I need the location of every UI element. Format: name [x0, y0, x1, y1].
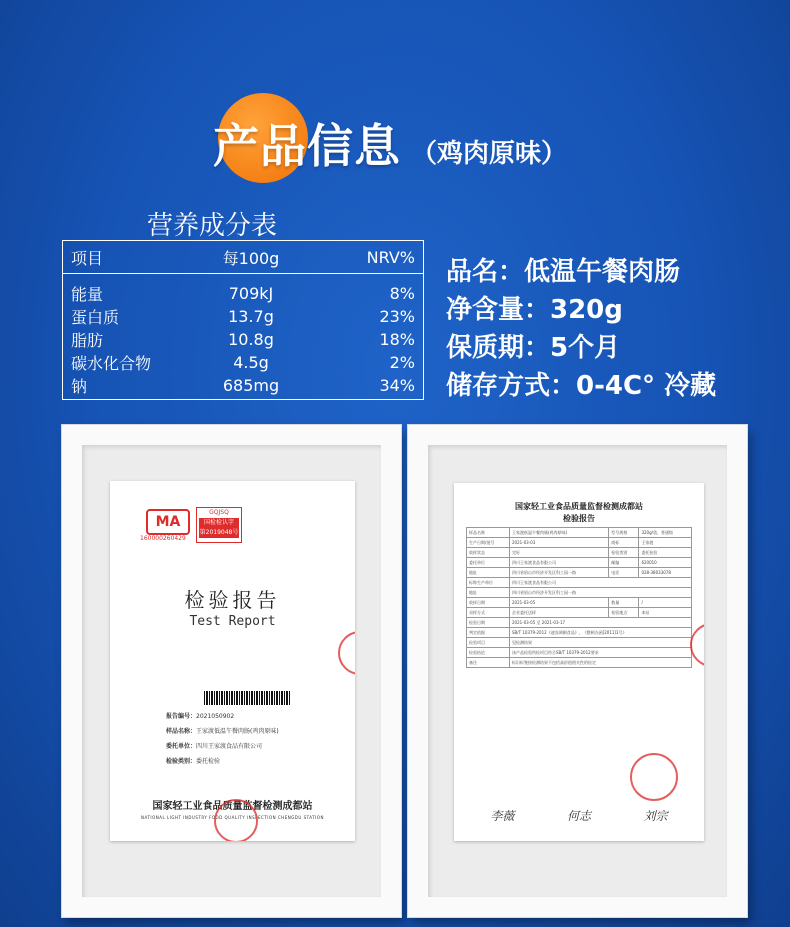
signature: 李薇	[490, 809, 515, 823]
barcode	[204, 691, 290, 705]
nutrient-value: 10.8g	[228, 330, 274, 349]
results-title: 国家轻工业食品质量监督检测成都站 检验报告	[515, 502, 643, 523]
station-name: 国家轻工业食品质量监督检测成都站	[152, 801, 313, 812]
page-title-sub: （鸡肉原味）	[411, 139, 568, 169]
results-row: 判定依据 SB/T 10379-2012《速冻调制食品》、《整顿办函[2011]1号》	[467, 628, 692, 638]
nutrient-nrv: 2%	[389, 353, 415, 372]
nutrition-header-row	[63, 241, 423, 274]
ma-number: 160000260429	[140, 535, 186, 542]
results-row: 检验项目 见检测结果	[467, 638, 692, 648]
product-info	[446, 253, 716, 405]
official-stamp-icon	[214, 799, 258, 841]
results-row: 收样日期 2021-03-05 数量 /	[467, 598, 692, 608]
report-cover-frame	[62, 425, 401, 917]
report-results-frame	[408, 425, 747, 917]
nutrient-nrv: 18%	[379, 330, 415, 349]
nutrition-header-item: 项目	[71, 248, 104, 268]
report-cover-paper	[110, 481, 355, 841]
nutrient-value: 685mg	[222, 376, 280, 395]
report-title-en: Test Report	[189, 614, 276, 629]
edge-stamp-icon	[338, 631, 355, 675]
page-title	[213, 110, 568, 173]
nutrient-nrv: 23%	[379, 307, 415, 326]
approval-stamp-icon	[630, 753, 678, 801]
nutrition-row-fat	[63, 328, 423, 351]
results-table	[466, 527, 692, 668]
signature: 何志	[566, 809, 591, 823]
signature: 刘宗	[643, 809, 668, 823]
nutrient-name: 碳水化合物	[71, 354, 152, 373]
storage-method: 储存方式：0-4C° 冷藏	[446, 371, 717, 401]
nutrient-nrv: 8%	[389, 284, 415, 303]
results-row: 地址 四川省眉山市经济开发区科工园一路	[467, 588, 692, 598]
nutrient-value: 13.7g	[228, 307, 274, 326]
results-row: 收样状态 完好 检验类别 委托检验	[467, 548, 692, 558]
nutrient-value: 709kJ	[228, 284, 274, 303]
product-name: 品名：低温午餐肉肠	[446, 257, 681, 287]
ma-certification-logo: MA	[146, 509, 190, 535]
nutrition-header-per100g: 每100g	[222, 248, 280, 268]
results-row: 标称生产单位 四川王家渡食品有限公司	[467, 578, 692, 588]
nutrition-table	[62, 240, 424, 400]
results-row: 委托单位 四川王家渡食品有限公司 邮编 620010	[467, 558, 692, 568]
nutrition-title: 营养成分表	[146, 211, 277, 241]
gqjsq-certification-seal: GQJSQ 国检检认字 第2019048号	[196, 507, 242, 543]
results-row: 检验结论 该产品检验所检项目符合SB/T 10379-2012要求	[467, 648, 692, 658]
nutrient-name: 脂肪	[71, 331, 104, 350]
results-row: 生产日期/批号 2021-03-03 商标 王家渡	[467, 538, 692, 548]
report-title: 检验报告	[184, 588, 281, 612]
nutrition-row-energy	[63, 282, 423, 305]
nutrition-header-nrv: NRV%	[366, 247, 415, 267]
signatures	[464, 807, 694, 824]
shelf-life: 保质期：5个月	[446, 333, 621, 363]
edge-stamp-icon	[690, 623, 704, 667]
nutrient-nrv: 34%	[379, 376, 415, 395]
results-row: 检验日期 2021-03-05 至 2021-03-17	[467, 618, 692, 628]
report-fields: 报告编号：2021050902 样品名称：王家渡低温午餐肉肠(鸡肉原味) 委托单位：四川王家渡食品有限公司 检验类别：委托检验	[166, 713, 279, 765]
nutrient-name: 能量	[71, 285, 104, 304]
results-row: 地址 四川省眉山市经济开发区科工园一路 电话 028-38033078	[467, 568, 692, 578]
nutrient-name: 蛋白质	[71, 308, 120, 327]
nutrition-row-carbohydrate	[63, 351, 423, 374]
results-row: 样品名称 王家渡低温午餐肉肠(鸡肉原味) 型号规格 320g/袋，普通级	[467, 528, 692, 538]
results-row: 备注 标识标签按检测结果不包括高价值相关性的检定	[467, 658, 692, 668]
net-content: 净含量：320g	[446, 295, 623, 325]
report-results-paper	[454, 483, 704, 841]
nutrient-value: 4.5g	[233, 353, 269, 372]
page-title-main: 产品信息	[213, 119, 401, 173]
nutrient-name: 钠	[71, 377, 88, 396]
nutrition-row-sodium	[63, 374, 423, 397]
nutrition-row-protein	[63, 305, 423, 328]
results-row: 采样方式 企业委托送样 检验地点 本站	[467, 608, 692, 618]
station-name-en: NATIONAL LIGHT INDUSTRY FOOD QUALITY INSPECTION CHENGDU STATION	[141, 815, 324, 820]
